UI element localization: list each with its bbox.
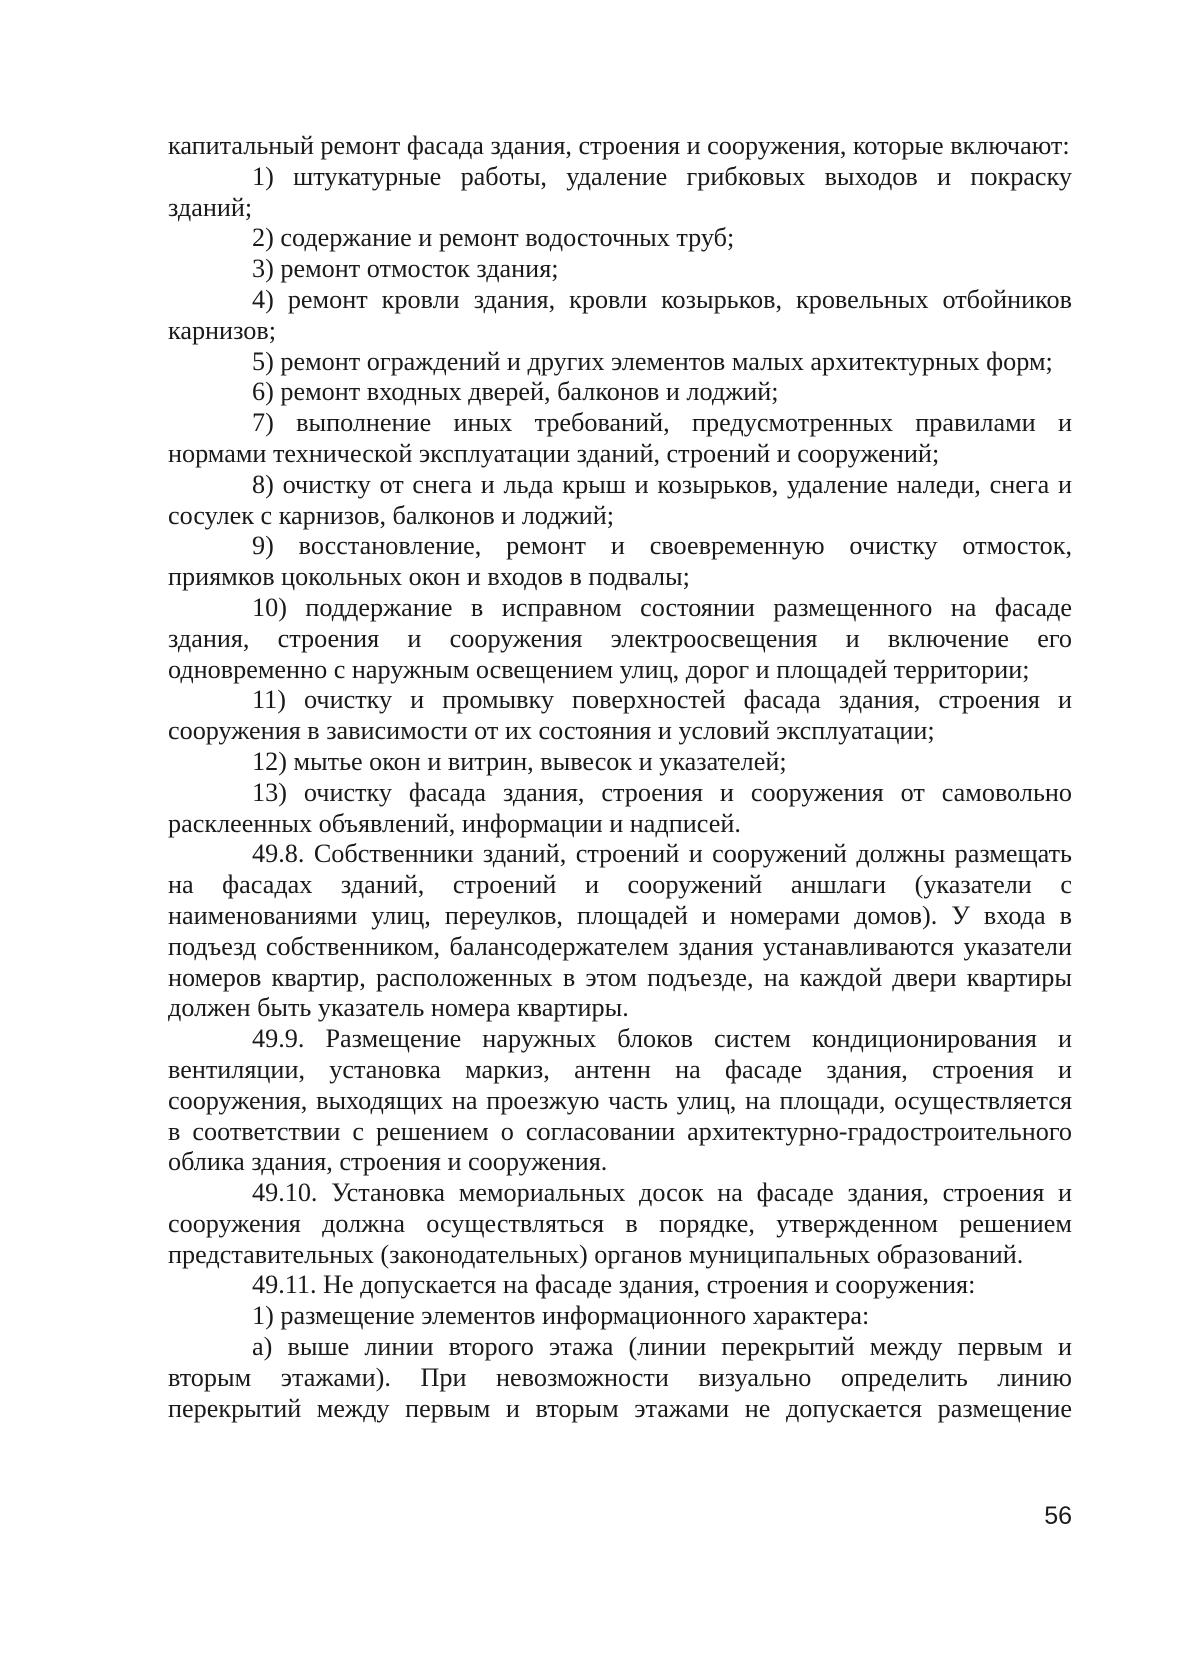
paragraph-intro: капитальный ремонт фасада здания, строения и сооружения, которые включают: — [168, 131, 1070, 160]
list-item-12: 12) мытье окон и витрин, вывесок и указателей; — [252, 746, 787, 776]
document-body — [168, 131, 1072, 1424]
list-item-7: 7) выполнение иных требований, предусмотренных правилами и нормами технической эксплуатации зданий, строений и сооружений; — [168, 408, 1072, 468]
list-item-10: 10) поддержание в исправном состоянии размещенного на фасаде здания, строения и сооружения электроосвещения и включение его одновременно с наружным освещением улиц, дорог и площадей территории; — [168, 592, 1072, 684]
section-49-11-item-1: 1) размещение элементов информационного характера: — [252, 1301, 870, 1331]
list-item-9: 9) восстановление, ремонт и своевременную очистку отмосток, приямков цокольных окон и входов в подвалы; — [168, 531, 1072, 592]
list-item-2: 2) содержание и ремонт водосточных труб; — [252, 223, 735, 253]
list-item-3: 3) ремонт отмосток здания; — [252, 254, 559, 284]
page-number: 56 — [1044, 1502, 1072, 1530]
section-49-9: 49.9. Размещение наружных блоков систем кондиционирования и вентиляции, установка маркиз, антенн на фасаде здания, строения и сооружения, выходящих на проезжую часть улиц, на площади, осуществляется в соответствии с решением о согласовании архитектурно-градостроительного облика здания, строения и сооружения. — [168, 1024, 1072, 1177]
section-49-8: 49.8. Собственники зданий, строений и сооружений должны размещать на фасадах зданий, строений и сооружений аншлаги (указатели с наименованиями улиц, переулков, площадей и номерами домов). У входа в подъезд собственником, балансодержателем здания устанавливаются указатели номеров квартир, расположенных в этом подъезде, на каждой двери квартиры должен быть указатель номера квартиры. — [168, 839, 1072, 1023]
list-item-4: 4) ремонт кровли здания, кровли козырьков, кровельных отбойников карнизов; — [168, 284, 1072, 345]
section-49-10: 49.10. Установка мемориальных досок на фасаде здания, строения и сооружения должна осуществляться в порядке, утвержденном решением представительных (законодательных) органов муниципальных образований. — [168, 1178, 1072, 1269]
list-item-8: 8) очистку от снега и льда крыш и козырьков, удаление наледи, снега и сосулек с карнизов, балконов и лоджий; — [168, 469, 1072, 530]
list-item-13: 13) очистку фасада здания, строения и сооружения от самовольно расклеенных объявлений, информации и надписей. — [168, 777, 1072, 838]
list-item-1: 1) штукатурные работы, удаление грибковых выходов и покраску зданий; — [168, 161, 1072, 222]
list-item-5: 5) ремонт ограждений и других элементов малых архитектурных форм; — [252, 346, 1053, 376]
list-item-11: 11) очистку и промывку поверхностей фасада здания, строения и сооружения в зависимости от их состояния и условий эксплуатации; — [168, 685, 1072, 746]
section-49-11: 49.11. Не допускается на фасаде здания, строения и сооружения: — [252, 1270, 976, 1300]
list-item-6: 6) ремонт входных дверей, балконов и лоджий; — [252, 377, 779, 407]
section-49-11-item-a: а) выше линии второго этажа (линии перекрытий между первым и вторым этажами). При невозможности визуально определить линию перекрытий между первым и вторым этажами не допускается размещение — [168, 1332, 1072, 1423]
